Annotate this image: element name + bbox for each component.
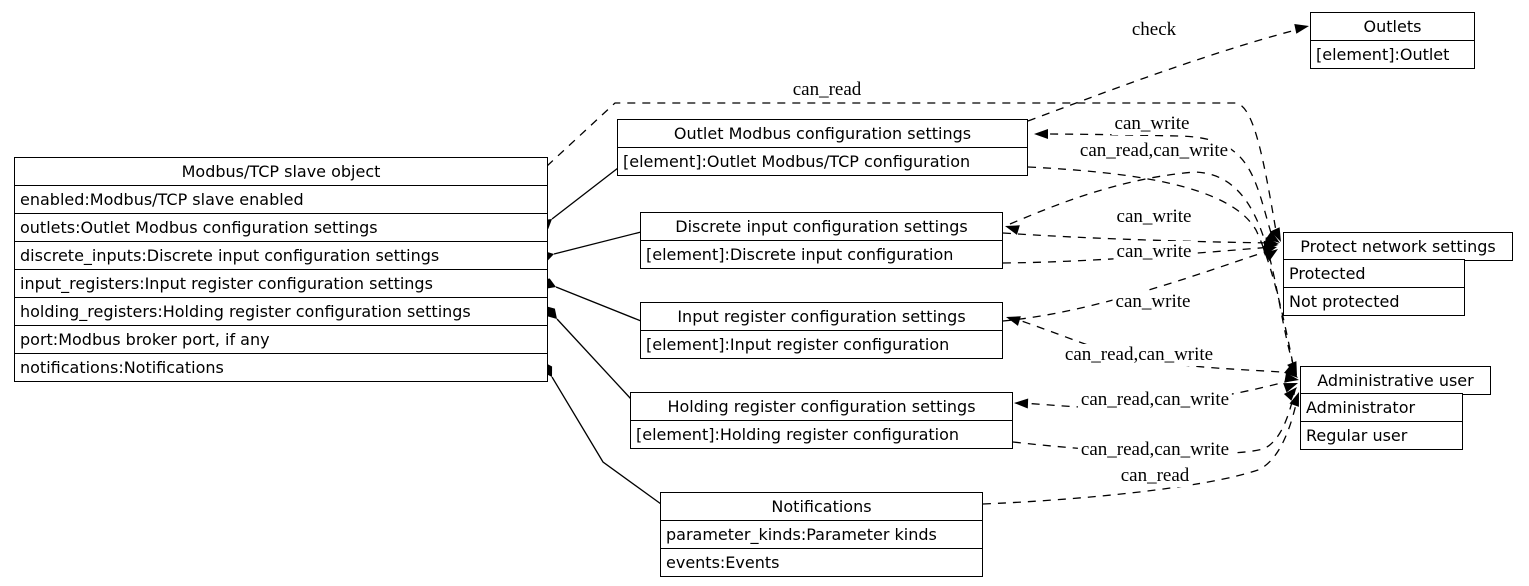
node-row: [element]:Input register configuration xyxy=(641,330,1002,358)
edge-crw-discrete xyxy=(1010,172,1294,367)
node-modbus-slave xyxy=(14,157,548,382)
node-admin-user-title xyxy=(1300,366,1491,395)
edge-label-crw-input: can_read,can_write xyxy=(1078,389,1232,411)
node-row: Protected xyxy=(1289,264,1366,283)
node-title: Notifications xyxy=(771,497,872,516)
node-discrete-input xyxy=(640,212,1003,269)
edge-label-can-write-discrete-2: can_write xyxy=(1114,241,1195,263)
node-row: holding_registers:Holding register configuration settings xyxy=(15,297,547,325)
node-title: Outlets xyxy=(1363,17,1422,36)
node-row: [element]:Outlet Modbus/TCP configuration xyxy=(618,147,1027,175)
node-notifications xyxy=(660,492,983,577)
node-row: Regular user xyxy=(1301,421,1462,449)
node-row: port:Modbus broker port, if any xyxy=(15,325,547,353)
node-row: [element]:Discrete input configuration xyxy=(641,240,1002,268)
edge-label-can-write-outlet: can_write xyxy=(1112,113,1193,135)
node-admin-user-rows xyxy=(1300,393,1463,450)
node-row: notifications:Notifications xyxy=(15,353,547,381)
node-outlet-modbus xyxy=(617,119,1028,176)
node-protect-network-title xyxy=(1283,232,1513,261)
node-title: Discrete input configuration settings xyxy=(675,217,968,236)
node-input-register xyxy=(640,302,1003,359)
edge-label-check: check xyxy=(1129,19,1179,41)
node-row: discrete_inputs:Discrete input configuration settings xyxy=(15,241,547,269)
node-title: Outlet Modbus configuration settings xyxy=(673,124,972,143)
node-title: Administrative user xyxy=(1317,371,1474,390)
edge-label-crw-outlet: can_read,can_write xyxy=(1077,140,1231,162)
edge-check xyxy=(1028,28,1303,121)
node-row: [element]:Outlet xyxy=(1311,40,1474,68)
node-row: Not protected xyxy=(1284,287,1464,315)
edge-label-can-read-notifications: can_read xyxy=(1118,465,1193,487)
edge-crw-outlet xyxy=(1028,167,1294,369)
node-holding-register xyxy=(630,392,1013,449)
edge-label-crw-holding: can_read,can_write xyxy=(1078,439,1232,461)
node-row: parameter_kinds:Parameter kinds xyxy=(661,520,982,548)
node-row: enabled:Modbus/TCP slave enabled xyxy=(15,185,547,213)
node-title: Modbus/TCP slave object xyxy=(181,162,381,181)
edge-label-can-read-top: can_read xyxy=(790,79,865,101)
edge-label-can-write-input: can_write xyxy=(1113,291,1194,313)
node-row: events:Events xyxy=(661,548,982,576)
node-row: [element]:Holding register configuration xyxy=(631,420,1012,448)
node-title: Input register configuration settings xyxy=(677,307,966,326)
node-row: outlets:Outlet Modbus configuration settings xyxy=(15,213,547,241)
node-outlets xyxy=(1310,12,1475,69)
node-title: Holding register configuration settings xyxy=(667,397,976,416)
node-row: Administrator xyxy=(1306,398,1416,417)
node-protect-network-rows xyxy=(1283,259,1465,316)
node-row: input_registers:Input register configuration settings xyxy=(15,269,547,297)
edge-label-can-write-discrete-1: can_write xyxy=(1114,206,1195,228)
edge-label-crw-discrete: can_read,can_write xyxy=(1062,344,1216,366)
node-title: Protect network settings xyxy=(1300,237,1496,256)
